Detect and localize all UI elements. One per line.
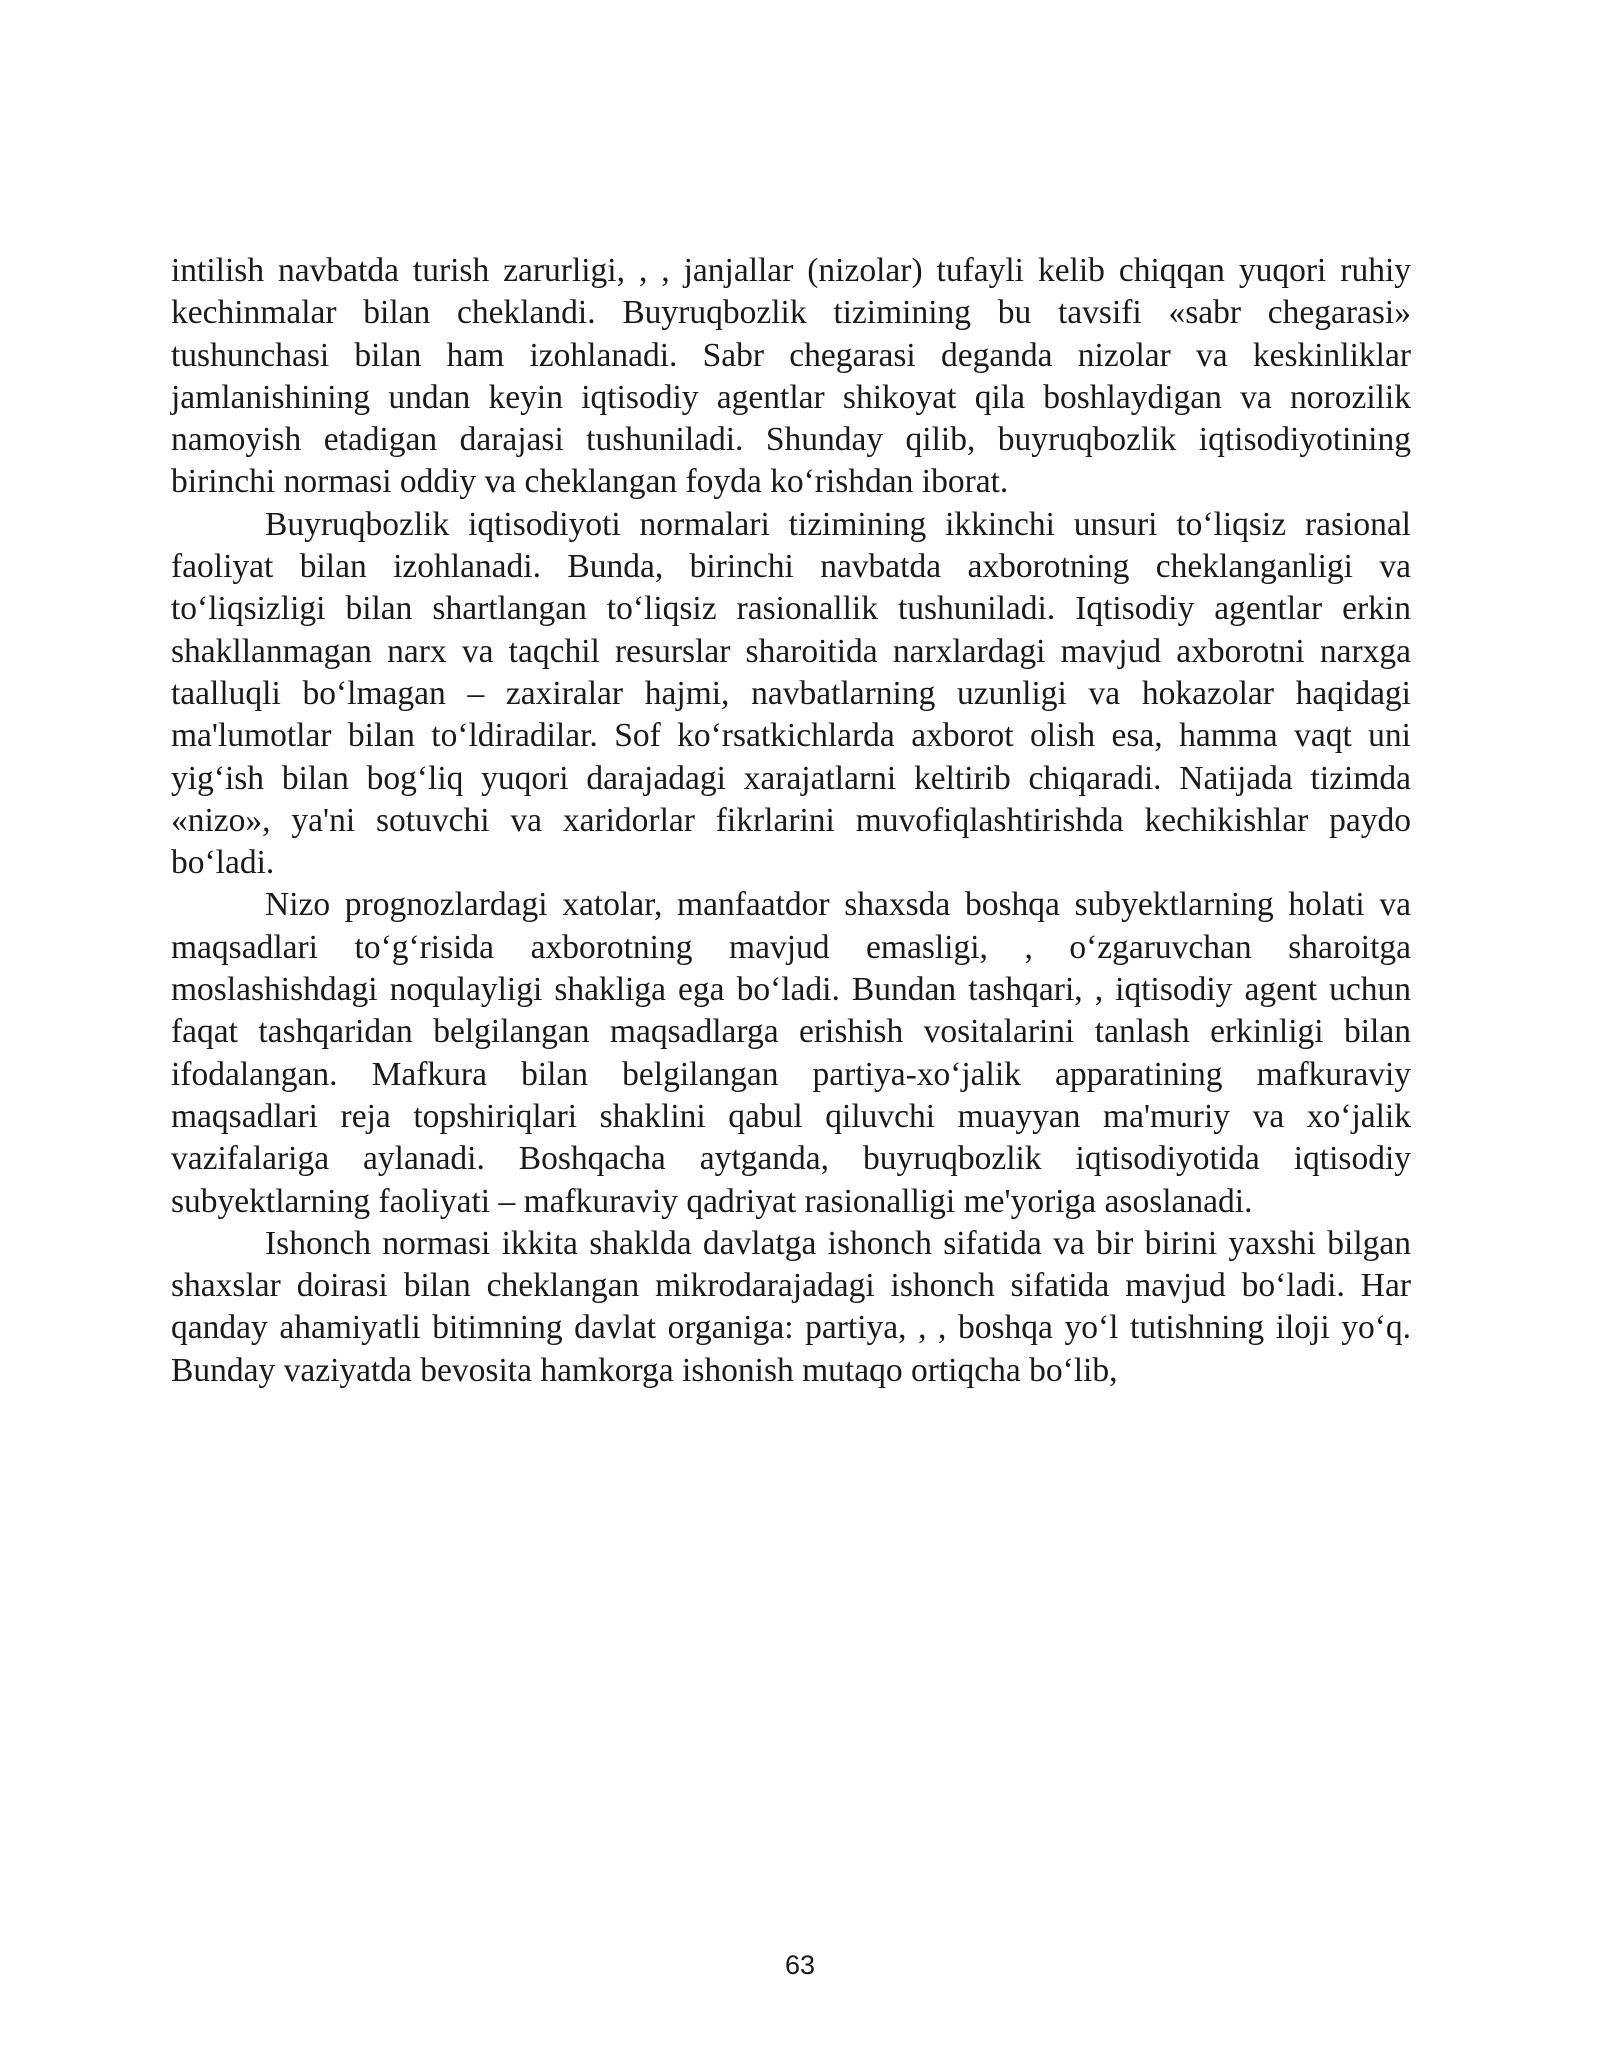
paragraph-3: Nizo prognozlardagi xatolar, manfaatdor shaxsda boshqa subyektlarning holati va maqsadlari to‘g‘risida axborotning mavjud emasligi, , o‘zgaruvchan sharoitga moslashishdagi noqulayligi shakliga ega bo‘ladi. Bundan tashqari, , iqtisodiy agent uchun faqat tashqaridan belgilangan maqsadlarga erishish vositalarini tanlash erkinligi bilan ifodalangan. Mafkura bilan belgilangan partiya-xo‘jalik apparatining mafkuraviy maqsadlari reja topshiriqlari shaklini qabul qiluvchi muayyan ma'muriy va xo‘jalik vazifalariga aylanadi. Boshqacha aytganda, buyruqbozlik iqtisodiyotida iqtisodiy subyektlarning faoliyati – mafkuraviy qadriyat rasionalligi me'yoriga asoslanadi. [171,886,1411,1220]
paragraph-4: Ishonch normasi ikkita shaklda davlatga ishonch sifatida va bir birini yaxshi bilgan shaxslar doirasi bilan cheklangan mikrodarajadagi ishonch sifatida mavjud bo‘ladi. Har qanday ahamiyatli bitimning davlat organiga: partiya, , , boshqa yo‘l tutishning iloji yo‘q. Bunday vaziyatda bevosita hamkorga ishonish mutaqo ortiqcha bo‘lib, [171,1224,1411,1389]
paragraph-1: intilish navbatda turish zarurligi, , , janjallar (nizolar) tufayli kelib chiqqan yuqori ruhiy kechinmalar bilan cheklandi. Buyruqbozlik tizimining bu tavsifi «sabr chegarasi» tushunchasi bilan ham izohlanadi. Sabr chegarasi deganda nizolar va keskinliklar jamlanishining undan keyin iqtisodiy agentlar shikoyat qila boshlaydigan va norozilik namoyish etadigan darajasi tushuniladi. Shunday qilib, buyruqbozlik iqtisodiyotining birinchi normasi oddiy va cheklangan foyda ko‘rishdan iborat. [171,252,1411,501]
page-number: 63 [784,1950,816,1980]
paragraph-2: Buyruqbozlik iqtisodiyoti normalari tizimining ikkinchi unsuri to‘liqsiz rasional faoliyat bilan izohlanadi. Bunda, birinchi navbatda axborotning cheklanganligi va to‘liqsizligi bilan shartlangan to‘liqsiz rasionallik tushuniladi. Iqtisodiy agentlar erkin shakllanmagan narx va taqchil resurslar sharoitida narxlardagi mavjud axborotni narxga taalluqli bo‘lmagan – zaxiralar hajmi, navbatlarning uzunligi va hokazolar haqidagi ma'lumotlar bilan to‘ldiradilar. Sof ko‘rsatkichlarda axborot olish esa, hamma vaqt uni yig‘ish bilan bog‘liq yuqori darajadagi xarajatlarni keltirib chiqaradi. Natijada tizimda «nizo», ya'ni sotuvchi va xaridorlar fikrlarini muvofiqlashtirishda kechikishlar paydo bo‘ladi. [171,505,1411,882]
body-text [171,250,1411,1392]
